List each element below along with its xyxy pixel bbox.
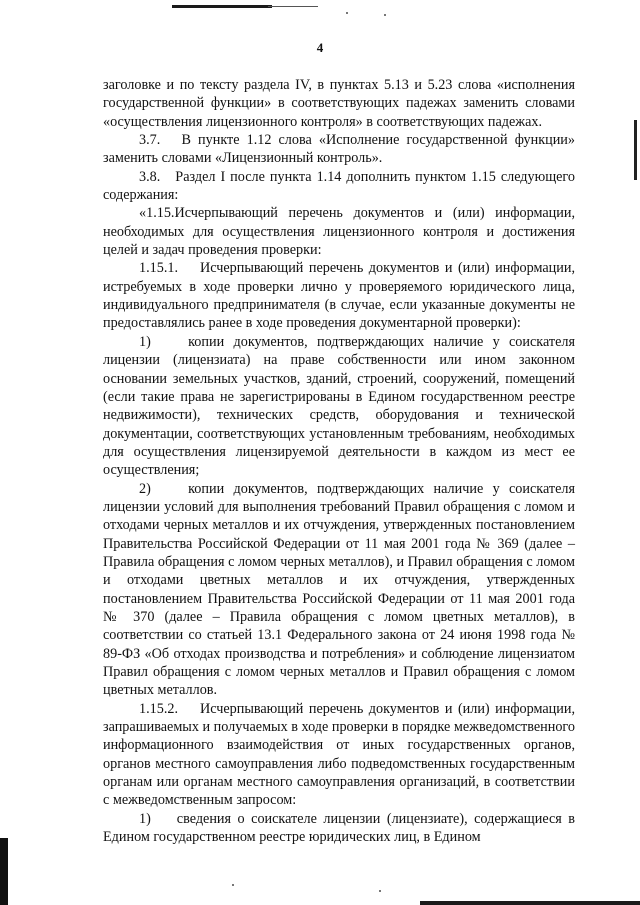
list-item-1-registry: 1) сведения о соискателе лицензии (лицензиате), содержащиеся в Едином государственном реестре юридических лиц, в Едином [103,810,575,846]
page-body [103,76,575,846]
scan-left-edge-mark [0,838,8,905]
scan-speck [384,14,386,16]
scan-bottom-mark [420,901,640,905]
list-item-1-premises: 1) копии документов, подтверждающих наличие у соискателя лицензии (лицензиата) на праве собственности или ином законном основании земельных участков, зданий, строений, сооружений, помещений (если такие права не зарегистрированы в Едином государственном реестре недвижимости), технических средств, оборудования и технической документации, соответствующих установленным требованиям, необходимых для осуществления лицензируемой деятельности в каждом из мест ее осуществления; [103,333,575,479]
paragraph-1-15: «1.15.Исчерпывающий перечень документов и (или) информации, необходимых для осуществления лицензионного контроля и достижения целей и задач проведения проверки: [103,205,575,259]
paragraph-3-7: 3.7. В пункте 1.12 слова «Исполнение государственной функции» заменить словами «Лицензионный контроль». [103,132,575,167]
scan-right-edge-mark [634,120,637,180]
paragraph-1-15-2: 1.15.2. Исчерпывающий перечень документов и (или) информации, запрашиваемых и получаемых в ходе проверки в порядке межведомственного информационного взаимодействия от иных государственных органов, органов местного самоуправления либо подведомственных государственным органам или органам местного самоуправления организаций, в соответствии с межведомственным запросом: [103,700,575,809]
scan-top-thin-mark [268,6,318,7]
paragraph-3-8: 3.8. Раздел I после пункта 1.14 дополнить пунктом 1.15 следующего содержания: [103,168,575,204]
paragraph-1-15-1: 1.15.1. Исчерпывающий перечень документов и (или) информации, истребуемых в ходе проверки лично у проверяемого юридического лица, индивидуального предпринимателя (в случае, если указанные документы не предоставлялись ранее в ходе проведения документарной проверки): [103,260,575,332]
paragraph-continuation: заголовке и по тексту раздела IV, в пунктах 5.13 и 5.23 слова «исполнения государственной функции» в соответствующих падежах заменить словами «осуществления лицензионного контроля» в соответствующих падежах. [103,77,575,130]
scan-speck [379,890,381,892]
scan-speck [346,12,348,14]
page-number: 4 [316,40,324,55]
list-item-2-metal-rules: 2) копии документов, подтверждающих наличие у соискателя лицензии условий для выполнения требований Правил обращения с ломом и отходами черных металлов и их отчуждения, утвержденных постановлением Правительства Российской Федерации от 11 мая 2001 года № 369 (далее – Правила обращения с ломом черных металлов), и Правил обращения с ломом и отходами цветных металлов и их отчуждения, утвержденных постановлением Правительства Российской Федерации от 11 мая 2001 года № 370 (далее – Правила обращения с ломом цветных металлов), в соответствии со статьей 13.1 Федерального закона от 24 июня 1998 года № 89-ФЗ «Об отходах производства и потребления» и соблюдение лицензиатом Правил обращения с ломом черных металлов и Правил обращения с ломом цветных металлов. [103,480,575,699]
scan-speck [232,884,234,886]
scan-top-mark [172,5,272,8]
